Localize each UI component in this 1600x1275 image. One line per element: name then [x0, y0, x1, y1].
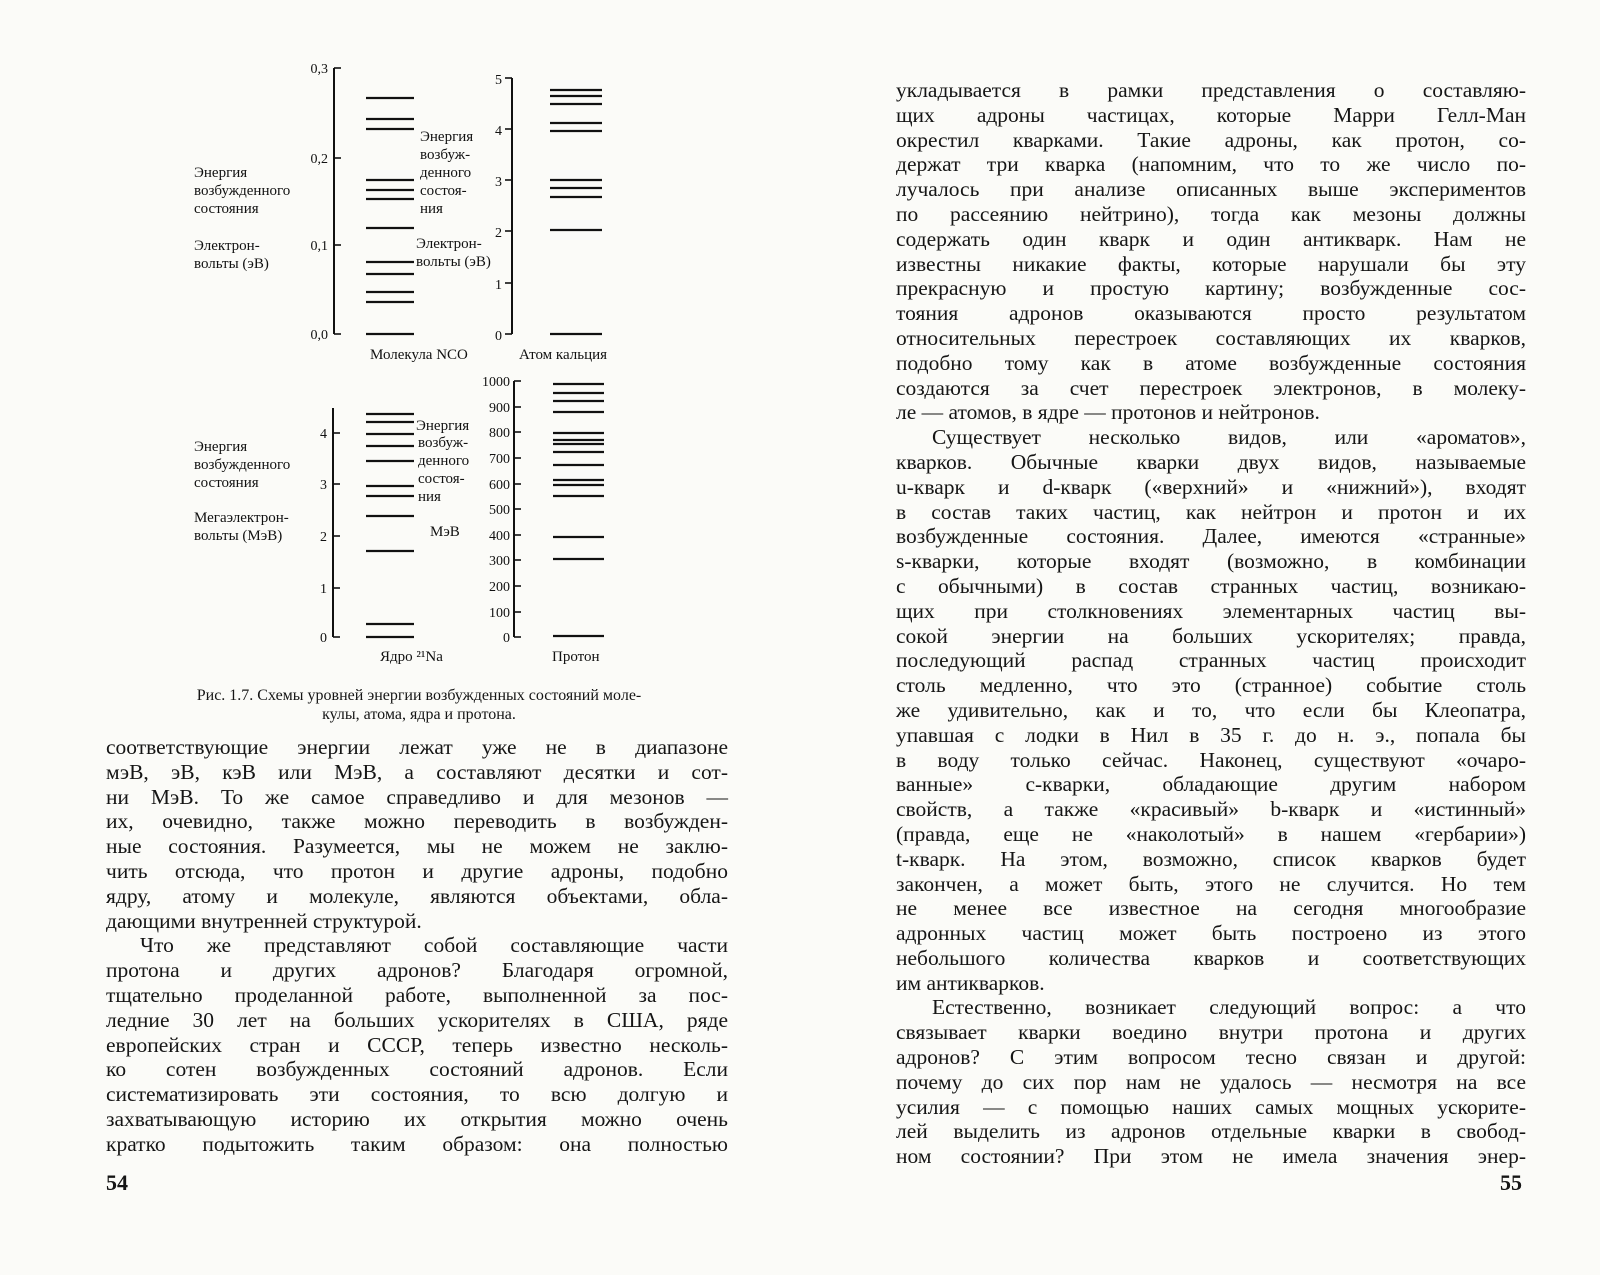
- y-axis-label: состояния: [194, 475, 259, 491]
- y-axis-label: возбуж-: [420, 147, 471, 163]
- text-line: ном состоянии? При этом не имела значения энер-: [896, 1144, 1526, 1169]
- y-axis-label: денного: [418, 453, 470, 469]
- text-line: мэВ, эВ, кэВ или МэВ, а составляют десятки и сот-: [106, 759, 728, 784]
- text-line: свойств, а также «красивый» b-кварк и «истинный»: [896, 797, 1526, 822]
- text-line: ле — атомов, в ядре — протонов и нейтронов.: [896, 400, 1320, 425]
- caption-line: кулы, атома, ядра и протона.: [322, 706, 516, 723]
- left-body-text: [106, 735, 728, 1157]
- y-axis-units: вольты (эВ): [194, 256, 269, 272]
- text-line: кварков. Обычные кварки двух видов, называемые: [896, 449, 1526, 474]
- text-line: систематизировать эти состояния, то всю долгую и: [106, 1082, 728, 1107]
- tick-label: 2: [320, 530, 327, 545]
- text-line: Существует несколько видов, или «ароматов»,: [932, 425, 1526, 450]
- nco-levels: [366, 98, 414, 334]
- text-line: закончен, а может быть, этого не случится. Но тем: [896, 871, 1526, 896]
- right-page: [800, 0, 1600, 1275]
- panel-caption: Ядро ²¹Na: [380, 649, 443, 665]
- panel-calcium: [416, 73, 607, 363]
- panel-caption: Протон: [552, 649, 600, 665]
- text-line: в воду только сейчас. Наконец, существуют «очаро-: [896, 747, 1526, 772]
- y-axis-units: Электрон-: [194, 238, 260, 254]
- tick-label: 700: [489, 452, 510, 467]
- tick-label: 0,2: [310, 152, 328, 167]
- tick-label: 3: [495, 175, 502, 190]
- text-line: сокой энергии на больших ускорителях; правда,: [896, 623, 1526, 648]
- y-axis-label: ния: [418, 489, 441, 505]
- panel-proton: [416, 375, 604, 665]
- text-line: ледние 30 лет на больших ускорителях в США, ряде: [106, 1007, 728, 1032]
- panel-caption: Молекула NCO: [370, 347, 468, 363]
- panel-nucleus: [194, 408, 443, 665]
- text-line: создаются за счет перестроек электронов, в молеку-: [896, 375, 1526, 400]
- text-line: лей выделить из адронов отдельные кварки в свобод-: [896, 1119, 1526, 1144]
- tick-label: 500: [489, 503, 510, 518]
- text-line: дающими внутренней структурой.: [106, 908, 422, 933]
- y-axis-label: ния: [420, 201, 443, 217]
- text-line: тояния адронов оказываются просто результатом: [896, 301, 1526, 326]
- tick-label: 4: [495, 124, 502, 139]
- text-line: им антикварков.: [896, 970, 1045, 995]
- tick-label: 1: [495, 278, 502, 293]
- tick-label: 200: [489, 580, 510, 595]
- text-line: захватывающую историю их открытия можно очень: [106, 1106, 728, 1131]
- tick-label: 600: [489, 478, 510, 493]
- y-axis-units: Электрон-: [416, 236, 482, 252]
- text-line: ко сотен возбужденных состояний адронов. Если: [106, 1057, 728, 1082]
- y-axis-label: состояния: [194, 201, 259, 217]
- y-axis-units: вольты (МэВ): [194, 528, 283, 544]
- text-line: адронов? С этим вопросом тесно связан и другой:: [896, 1045, 1526, 1070]
- text-line: же удивительно, как и то, что если бы Клеопатра,: [896, 697, 1526, 722]
- tick-label: 100: [489, 606, 510, 621]
- y-axis-label: денного: [420, 165, 472, 181]
- y-axis-label: состоя-: [420, 183, 467, 199]
- tick-label: 1000: [482, 375, 510, 390]
- tick-label: 2: [495, 226, 502, 241]
- y-axis-units: МэВ: [430, 524, 460, 540]
- tick-label: 800: [489, 426, 510, 441]
- tick-label: 0,1: [310, 239, 328, 254]
- energy-levels-figure: [0, 0, 800, 740]
- text-line: прекрасную и простую картину; возбужденные сос-: [896, 276, 1526, 301]
- text-line: адронных частиц может быть построено из этого: [896, 921, 1526, 946]
- figure-svg: [0, 0, 800, 680]
- tick-label: 300: [489, 554, 510, 569]
- proton-levels: [553, 384, 604, 636]
- text-line: столь медленно, что это (странное) событие столь: [896, 673, 1526, 698]
- text-line: ни МэВ. То же самое справедливо и для мезонов —: [106, 784, 728, 809]
- text-line: тщательно проделанной работе, выполненной за пос-: [106, 982, 728, 1007]
- panel-caption: Атом кальция: [519, 347, 608, 363]
- text-line: держат три кварка (напомним, что то же число по-: [896, 152, 1526, 177]
- tick-label: 0,3: [310, 62, 328, 77]
- right-body-text: [896, 78, 1526, 1169]
- text-line: по рассеянию нейтрино), тогда как мезоны должны: [896, 201, 1526, 226]
- y-axis-units: Мегаэлектрон-: [194, 510, 289, 526]
- text-line: ванные» c-кварки, обладающие другим набором: [896, 772, 1526, 797]
- text-line: последующий распад странных частиц происходит: [896, 648, 1526, 673]
- y-axis-label: возбужденного: [194, 183, 291, 199]
- text-line: щих при столкновениях элементарных частиц вы-: [896, 598, 1526, 623]
- text-line: связывает кварки воедино внутри протона и других: [896, 1020, 1526, 1045]
- y-axis-label: возбужденного: [194, 457, 291, 473]
- text-line: с обычными) в состав странных частиц, возникаю-: [896, 573, 1526, 598]
- text-line: усилия — с помощью наших самых мощных ускорите-: [896, 1094, 1526, 1119]
- tick-label: 0,0: [310, 328, 328, 343]
- tick-label: 0: [320, 631, 327, 646]
- text-line: лучалось при анализе описанных выше экспериментов: [896, 177, 1526, 202]
- text-line: кратко подытожить таким образом: она полностью: [106, 1131, 728, 1156]
- caption-line: Рис. 1.7. Схемы уровней энергии возбужденных состояний моле-: [196, 687, 642, 704]
- tick-label: 0: [495, 329, 502, 344]
- text-line: (правда, еще не «наколотый» в нашем «гербарии»): [896, 821, 1526, 846]
- text-line: протона и других адронов? Благодаря огромной,: [106, 958, 728, 983]
- text-line: упавшая с лодки в Нил в 35 г. до н. э., попала бы: [896, 722, 1526, 747]
- text-line: возбужденные состояния. Далее, имеются «странные»: [896, 524, 1526, 549]
- y-axis-units: вольты (эВ): [416, 254, 491, 270]
- y-axis-label: Энергия: [194, 165, 248, 181]
- text-line: европейских стран и СССР, теперь известно несколь-: [106, 1032, 728, 1057]
- ca-levels: [550, 90, 602, 334]
- text-line: окрестил кварками. Такие адроны, как протон, со-: [896, 127, 1526, 152]
- text-line: почему до сих пор нам не удалось — несмотря на все: [896, 1069, 1526, 1094]
- text-line: чить отсюда, что протон и другие адроны, подобно: [106, 858, 728, 883]
- y-axis-label: Энергия: [416, 418, 470, 434]
- text-line: в состав таких частиц, как нейтрон и протон и их: [896, 499, 1526, 524]
- text-line: щих адроны частицах, которые Марри Гелл-Ман: [896, 102, 1526, 127]
- tick-label: 3: [320, 478, 327, 493]
- y-axis-label: состоя-: [418, 471, 465, 487]
- text-line: их, очевидно, также можно переводить в возбужден-: [106, 809, 728, 834]
- text-line: Естественно, возникает следующий вопрос: а что: [932, 995, 1526, 1020]
- page-number-right: 55: [1500, 1170, 1522, 1195]
- tick-label: 5: [495, 73, 502, 88]
- tick-label: 4: [320, 427, 327, 442]
- text-line: ядру, атому и молекуле, являются объектами, обла-: [106, 883, 728, 908]
- text-line: ные состояния. Разумеется, мы не можем не заклю-: [106, 834, 728, 859]
- tick-label: 1: [320, 582, 327, 597]
- text-line: подобно тому как в атоме возбужденные состояния: [896, 350, 1526, 375]
- text-line: укладывается в рамки представления о составляю-: [896, 78, 1526, 102]
- y-axis-label: Энергия: [420, 129, 474, 145]
- text-line: t-кварк. На этом, возможно, список кварков будет: [896, 846, 1526, 871]
- y-axis-label: возбуж-: [418, 435, 469, 451]
- tick-label: 400: [489, 529, 510, 544]
- text-line: u-кварк и d-кварк («верхний» и «нижний»), входят: [896, 474, 1526, 499]
- y-axis-label: Энергия: [194, 439, 248, 455]
- text-line: не менее все известное на сегодня многообразие: [896, 896, 1526, 921]
- text-line: Что же представляют собой составляющие части: [140, 933, 728, 958]
- text-line: соответствующие энергии лежат уже не в диапазоне: [106, 735, 728, 759]
- na-levels: [366, 414, 414, 637]
- text-line: известны никакие факты, которые нарушали бы эту: [896, 251, 1526, 276]
- text-line: содержать один кварк и один антикварк. Нам не: [896, 226, 1526, 251]
- text-line: относительных перестроек составляющих их кварков,: [896, 325, 1526, 350]
- page-number-left: 54: [106, 1170, 128, 1195]
- text-line: s-кварки, которые входят (возможно, в комбинации: [896, 549, 1526, 574]
- tick-label: 0: [503, 631, 510, 646]
- figure-caption: [104, 686, 734, 724]
- text-line: небольшого количества кварков и соответствующих: [896, 945, 1526, 970]
- tick-label: 900: [489, 401, 510, 416]
